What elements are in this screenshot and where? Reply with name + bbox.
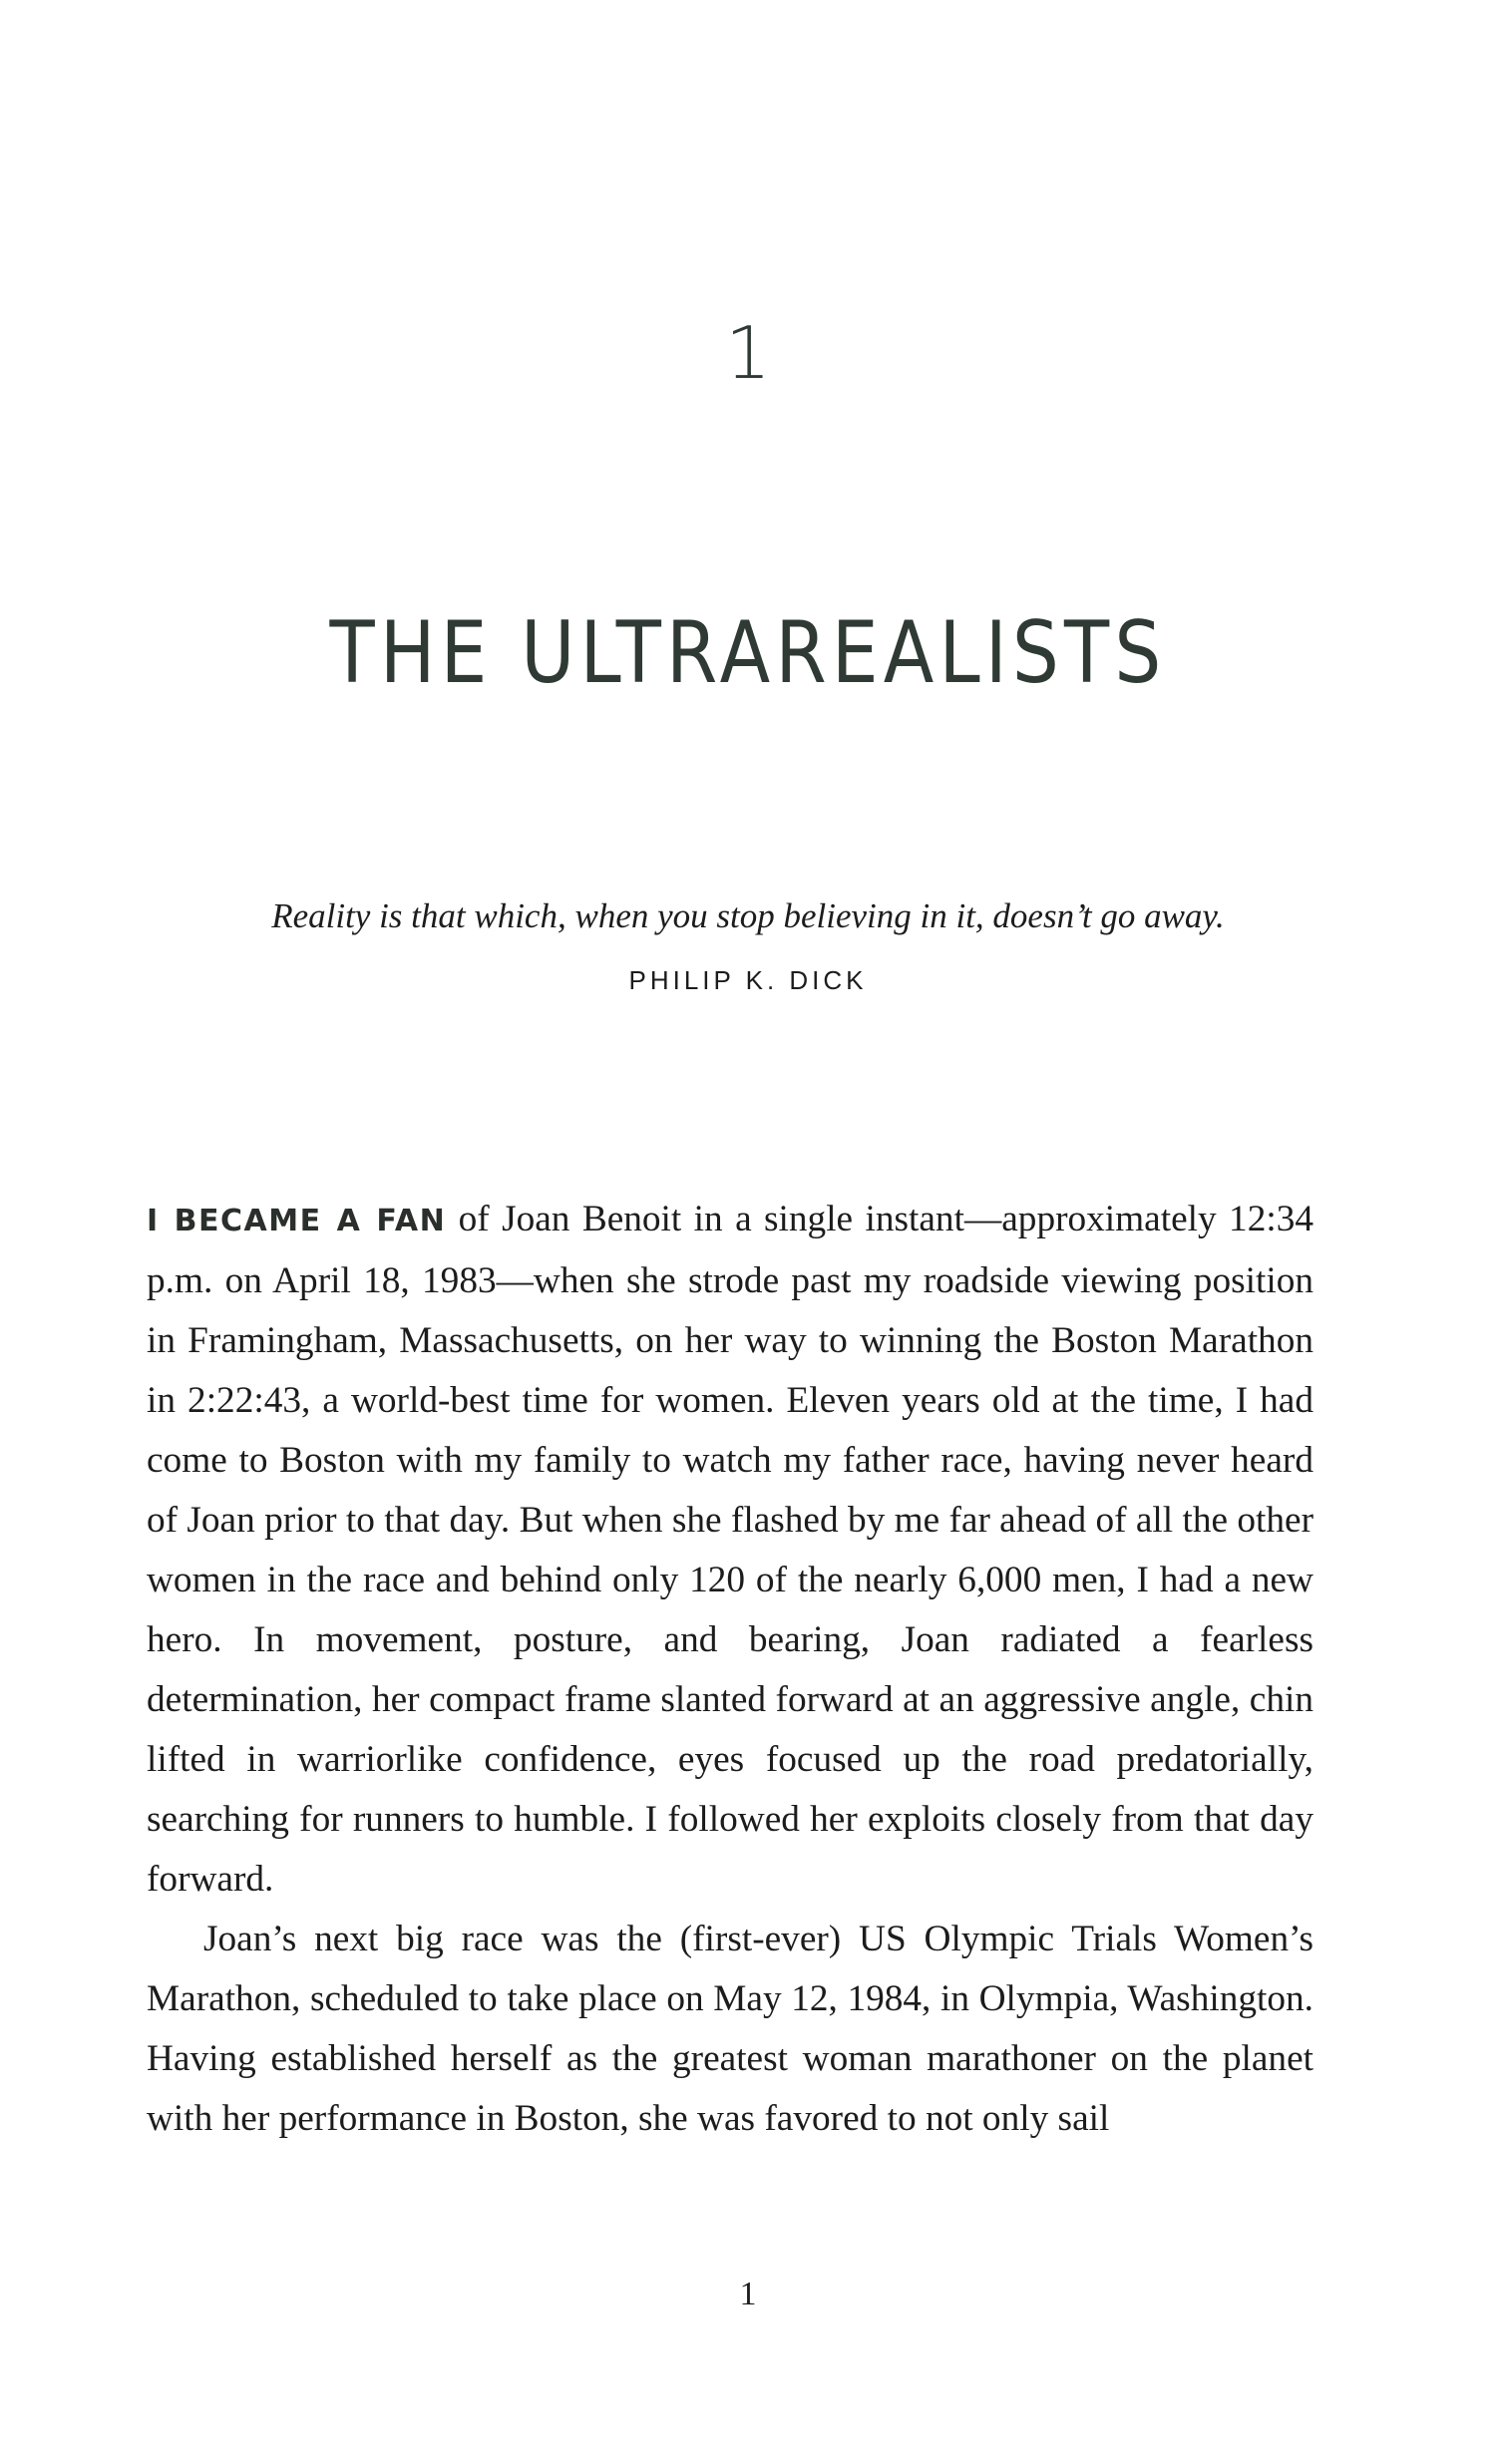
epigraph-quote: Reality is that which, when you stop believing in it, doesn’t go away.: [271, 896, 1225, 935]
lead-in: I BECAME A FAN: [147, 1204, 447, 1238]
paragraph-1: [147, 1190, 1313, 1910]
chapter-number: 1: [725, 311, 771, 395]
paragraph-2: Joan’s next big race was the (first-ever) US Olympic Trials Women’s Marathon, scheduled to take place on May 12, 1984, in Olympia, Washington. Having established herself as the greatest woman marathoner on the planet with her performance in Boston, she was favored to not only sail: [147, 1919, 1313, 2139]
chapter-title: THE ULTRAREALISTS: [329, 603, 1167, 703]
epigraph-attribution: PHILIP K. DICK: [628, 965, 868, 995]
body-text: [147, 1190, 1313, 2149]
paragraph-1-text: of Joan Benoit in a single instant—approximately 12:34 p.m. on April 18, 1983—when she strode past my roadside viewing position in Framingham, Massachusetts, on her way to winning the Boston Marathon in 2:22:43, a world-best time for women. Eleven years old at the time, I had come to Boston with my family to watch my father race, having never heard of Joan prior to that day. But when she flashed by me far ahead of all the other women in the race and behind only 120 of the nearly 6,000 men, I had a new hero. In movement, posture, and bearing, Joan radiated a fearless determination, her compact frame slanted forward at an aggressive angle, chin lifted in warriorlike confidence, eyes focused up the road predatorially, searching for runners to humble. I followed her exploits closely from that day forward.: [147, 1199, 1314, 1900]
page-number: 1: [739, 2276, 757, 2312]
